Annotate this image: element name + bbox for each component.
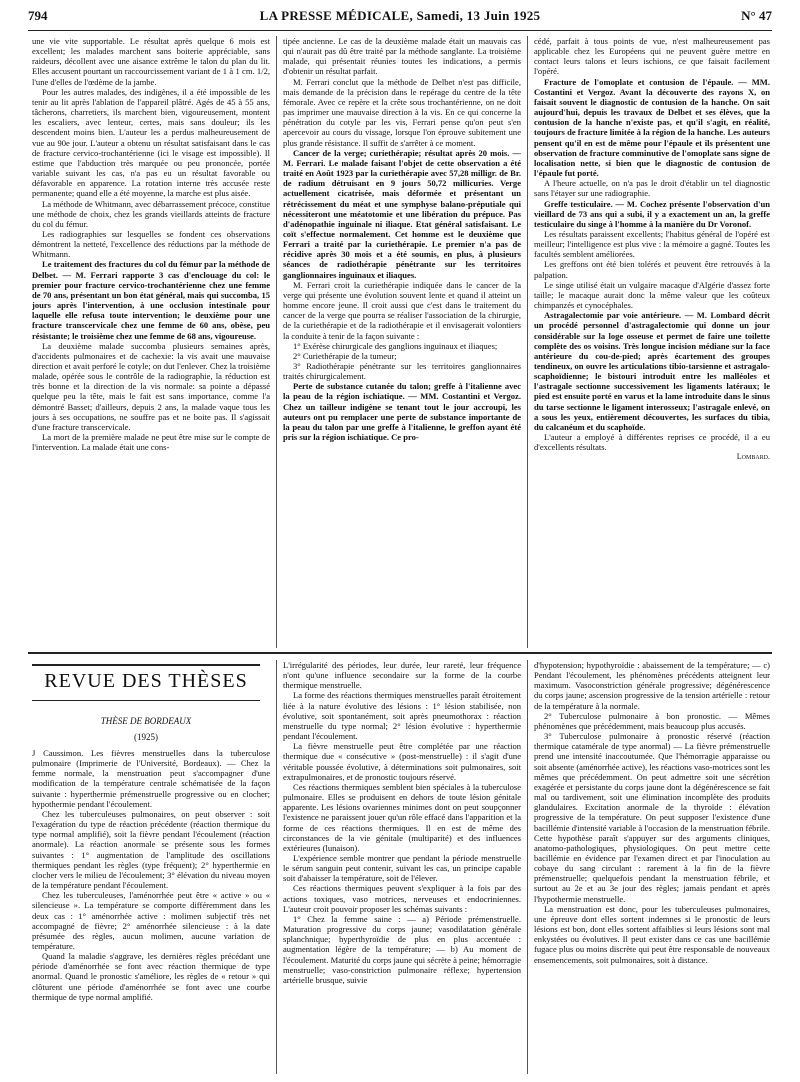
paragraph: 3° Tuberculose pulmonaire à pronostic réservé (réaction thermique catamérale de type anormal) — La fièvre prémenstruelle prend une intensité inaccoutumée. Que l'hémorragie apparaisse ou soit absente (aménorrhée active), les réactions vaso-motrices sont les mêmes que précédemment. On peut admettre soit une sécrétion exagérée et persistante du corps jaune dont la dégénérescence se fait mal ou tardivement, soit une élimination incomplète des produits glandulaires. Excitation anormale de la thyroïde : élévation progressive de la température. On peut supposer l'existence d'une bacillémie d'intensité variable à l'occasion de la menstruation fébrile. Cette hypothèse paraît s'appuyer sur des arguments cliniques, anatomo-pathologiques, physiologiques. On peut mettre cette bacillémie en évidence par l'examen direct et par l'inoculation au cobaye du sang circulant : rarement à la fin de la fièvre prémenstruelle; quelquefois pendant la menstruation fébrile, et surtout au 2e et au 3e jour des règles; jamais pendant et après l'hypothermie menstruelle.: [534, 731, 770, 904]
running-header: [28, 6, 772, 28]
these-year: (1925): [134, 732, 158, 742]
revue-title: REVUE DES THÈSES: [44, 670, 248, 692]
paragraph: La mort de la première malade ne peut être mise sur le compte de l'intervention. La malade était une cons-: [32, 432, 270, 453]
paragraph: J Caussimon. Les fièvres menstruelles dans la tuberculose pulmonaire (Imprimerie de l'Université, Bordeaux). — Chez la femme normale, la menstruation peut s'accompagner d'une modification de la température centrale schématisée de la façon suivante : hyperthermie prémenstruelle progressive ou en clocher; hypothermie pendant l'écoulement.: [32, 748, 270, 809]
section-paragraph: Perte de substance cutanée du talon; greffe à l'italienne avec la peau de la région ischiatique. — MM. Costantini et Vergoz. Chez un tailleur indigène se tenant tout le jour accroupi, les auteurs ont pu remplacer une perte de substance importante de la peau du talon par une greffe à l'italienne, le greffon ayant été pris sur la région ischiatique. Ce pro-: [283, 381, 521, 443]
column-divider: [527, 36, 528, 648]
paragraph: L'auteur a employé à différentes reprises ce procédé, il a eu d'excellents résultats.: [534, 432, 770, 453]
revue-column-3: [534, 660, 770, 1074]
paragraph: La deuxième malade succomba plusieurs semaines après, d'accidents pulmonaires et de cachexie: la vis avait une mauvaise direction et avait perforé le cotyle; on dut l'enlever. Chez la troisième malade, opérée sous le contrôle de la radiographie, la réduction est très bonne et la direction de la vis normale: sa pointe a dépassé quelque peu la tête, mais le fait est sans importance, comme l'a démontré Basset; d'ailleurs, depuis 2 ans, la malade vaque tous les jours à ses occupations, ne souffre pas et ne boite pas. Il s'agissait d'une fracture transcervicale.: [32, 340, 270, 432]
list-item: 2° Curiethérapie de la tumeur;: [293, 350, 397, 361]
revue-column-2: [283, 660, 521, 1074]
paragraph: A l'heure actuelle, on n'a pas le droit d'établir un tel diagnostic sans l'étayer sur une radiographie.: [534, 178, 770, 199]
section-paragraph: Astragalectomie par voie antérieure. — M. Lombard décrit un procédé personnel d'astragalectomie qui donne un jour considérable sur la loge osseuse et permet de faire une toilette complète des os voisins. Très longue incision médiane sur la face antérieure du cou-de-pied; après écartement des groupes tendineux, on ouvre les articulations tibio-tarsienne et astragalo-scaphoïdienne; le bistouri introduit entre les malléoles et l'astragale sectionne successivement les ligaments latéraux; le pied est ensuite porté en varus et la lame introduite dans le sinus du tarse sectionne le ligament interosseux; l'astragale enlevé, on a sous les yeux, entièrement découvertes, les surfaces du tibia, du calcanéum et du scaphoïde.: [534, 310, 770, 432]
paragraph: Ces réactions thermiques semblent bien spéciales à la tuberculose pulmonaire. Elles se produisent en dehors de toute lésion génitale apparente. Les lésions ovariennes minimes dont on peut soupçonner l'existence ne paraissent jouer qu'un rôle effacé dans l'apparition et la forme de ces réactions thermiques. Il en est de même des circonstances de la vie génitale (multiparité) et des influences extérieures (lunaison).: [283, 781, 521, 853]
these-heading: THÈSE DE BORDEAUX: [100, 716, 192, 726]
section-paragraph: Fracture de l'omoplate et contusion de l'épaule. — MM. Costantini et Vergoz. Avant la découverte des rayons X, on faisait souvent le diagnostic de contusion de la hanche. On sait aujourd'hui, depuis les travaux de Delbet et ses élèves, que la contusion de la hanche n'existe pas, et qu'il s'agit, en réalité, toujours de fracture limitée à la région de la hanche. Les auteurs pensent qu'il en est de même pour l'épaule et ils présentent une observation de fracture comminutive de l'omoplate sans signe de localisation nette, si bien que le diagnostic de contusion de l'épaule fut porté.: [534, 76, 770, 179]
column-divider: [527, 660, 528, 1074]
revue-title-rule-top: [32, 664, 260, 666]
paragraph: La fièvre menstruelle peut être complétée par une réaction thermique due « consécutive » (post-menstruelle) : il s'agit d'une véritable poussée évolutive, à déterminations soit pulmonaires, soit extrapulmonaires, et de pronostic toujours réservé.: [283, 741, 521, 782]
header-rule: [28, 30, 772, 31]
list-item: 1° Exérèse chirurgicale des ganglions inguinaux et iliaques;: [293, 340, 498, 351]
list-item: 3° Radiothérapie pénétrante sur les territoires ganglionnaires traités chirurgicalement.: [283, 361, 521, 382]
paragraph: Le singe utilisé était un vulgaire macaque d'Algérie d'assez forte taille; le macaque aurait donc la même valeur que les coûteux chimpanzés et cynocéphales.: [534, 279, 770, 311]
upper-column-2: [283, 36, 521, 648]
column-divider: [276, 36, 277, 648]
paragraph: La forme des réactions thermiques menstruelles paraît étroitement liée à la nature évolutive des lésions : 1° lésion stabilisée, non évolutive, soit spontanément, soit après pneumothorax : réaction menstruelle du type normal; 2° lésion évolutive : hyperthermie pendant l'écoulement.: [283, 690, 521, 742]
paragraph: Les greffons ont été bien tolérés et peuvent être retrouvés à la palpation.: [534, 259, 770, 280]
paragraph: Chez les tuberculeuses pulmonaires, on peut observer : soit l'exagération du type de réaction précédente (réaction thermique du type normal amplifié), soit la fièvre pendant l'écoulement (réaction anormale). La réaction anormale se présente sous les formes suivantes : 1° augmentation de l'amplitude des oscillations thermiques pendant les règles (type fréquent); 2° hyperthermie en clocher vers le milieu de l'écoulement; 3° élévation du niveau moyen de la température pendant l'écoulement.: [32, 808, 270, 891]
section-paragraph: Le traitement des fractures du col du fémur par la méthode de Delbet. — M. Ferrari rapporte 3 cas d'enclouage du col: le premier pour fracture cervico-trochantérienne chez une femme de 70 ans, présentant un bon état général, mais qui succomba, 15 jours après l'intervention, à une occlusion intestinale pour laquelle elle refusa toute intervention; le deuxième pour une fracture transcervicale chez une femme de 60 ans, obèse, peu résistante; le troisième chez une femme de 68 ans, vigoureuse.: [32, 259, 270, 341]
paragraph: M. Ferrari croit la curiethérapie indiquée dans le cancer de la verge qui présente une évolution souvent lente et quand il atteint un homme encore jeune. Il croit aussi que c'est dans le traitement du cancer de la verge que pourra se réaliser l'association de la chirurgie, de la curiethérapie et de la radiothérapie et il envisagerait volontiers la conduite à tenir de la façon suivante :: [283, 279, 521, 341]
paragraph: La menstruation est donc, pour les tuberculeuses pulmonaires, une épreuve dont elles sortent indemnes si le pronostic de leurs lésions est bon, dont elles sortent affaiblies si leurs lésions sont mal enkystées ou évolutives. Il peut exister dans ce cas une bacillémie fugace plus ou moins discrète qui peut être responsable de nouveaux ensemencements, soit pulmonaires, soit à distance.: [534, 903, 770, 965]
paragraph: M. Ferrari conclut que la méthode de Delbet n'est pas difficile, mais demande de la précision dans le repérage du centre de la tête fémorale. Avec ce repère et la crête sous trochantérienne, on ne doit pas imprimer une mauvaise direction à la vis. En ce qui concerne la pénétration du cotyle par les vis, Ferrari pense qu'on peut s'en apercevoir au cours du vissage, lorsque l'on éprouve subitement une plus grande résistance. Il suffit de s'arrêter à ce moment.: [283, 76, 521, 148]
paragraph: une vie vite supportable. Le résultat après quelque 6 mois est excellent; les malades marchent sans boiterie appréciable, sans raideurs, décollent avec une aisance extrême le talon du plan du lit. Elles accusent pourtant un raccourcissement variant de 1 à 1 cm. 1/2, l'une d'elles de l'œdème de la jambe.: [32, 36, 270, 87]
upper-column-1: [32, 36, 270, 648]
revue-column-1: [32, 748, 270, 1074]
paragraph: Ces réactions thermiques peuvent s'expliquer à la fois par des actions toxiques, vaso motrices, nerveuses et endocriniennes. L'auteur croit pouvoir proposer les schémas suivants :: [283, 883, 521, 914]
paragraph: cédé, parfait à tous points de vue, n'est malheureusement pas applicable chez les Européens qui ne peuvent guère mettre en contact leurs talons et leurs ischions, ce que faisait facilement l'opéré.: [534, 36, 770, 77]
section-paragraph: Greffe testiculaire. — M. Cochez présente l'observation d'un vieillard de 73 ans qui a subi, il y a exactement un an, la greffe testiculaire du singe à l'homme à la manière du Dr Voronof.: [534, 198, 770, 229]
paragraph: d'hypotension; hypothyroïdie : abaissement de la température; — c) Pendant l'écoulement, les phénomènes précédents atteignent leur maximum. Vasoconstriction générale progressive; dégénérescence du corps jaune; ascension progressive de la tension artérielle : retour de la température à la normale.: [534, 660, 770, 711]
section-paragraph: Cancer de la verge; curiethérapie; résultat après 20 mois. — M. Ferrari. Le malade faisant l'objet de cette observation a été traité en Août 1923 par la curiethérapie avec 57,28 milligr. de Br. de radium détruisant en 9 jours 50,72 millicuries. Verge actuellement cicatrisée, mais déformée et présentant un rétrécissement du méat et une symphyse balano-préputiale qui nécessiteront une méatotomie et une libération du prépuce. Pas d'adénopathie inguinale ni iliaque. Etat général satisfaisant. Le coït s'effectue normalement. Cet homme est le deuxième que Ferrari a traité par la curiethérapie. Le premier n'a pas de récidive après 30 mois et a été soumis, en plus, à plusieurs séances de radiothérapie pénétrante sur les territoires ganglionnaires inguinaux et iliaques.: [283, 147, 521, 280]
issue-number: N° 47: [741, 8, 772, 23]
paragraph: 1° Chez la femme saine : — a) Période prémenstruelle. Maturation progressive du corps jaune; vasodilatation générale splanchnique; hyperthyroïdie de plus en plus accentuée : augmentation légère de la température; — b) Au moment de l'écoulement. Maturité du corps jaune qui sécrète à peine; hémorragie menstruelle; vaso-constriction pulmonaire réflexe; hypertension artérielle brusque, suivie: [283, 913, 521, 985]
paragraph: Pour les autres malades, des indigènes, il a été impossible de les tenir au lit après l'ablation de l'appareil plâtré. Agés de 45 à 55 ans, tâcherons, charretiers, ils marchent bien, vigoureusement, montent les escaliers, avec lenteur, certes, mais sans douleur; ils les descendent moins bien. L'auteur les a perdus malheureusement de vue au 90e jour. L'auteur a obtenu un résultat satisfaisant dans le cas de fracture cervico-trochantérienne (ici le visage est impossible). Il estime que l'abduction très marquée ou peu prononcée, portée variable suivant les cas, n'a pas eu un résultat favorable ou défavorable en apparence. La rotation interne très accusée reste permanente; quand elle a été moyenne, la marche est plus aisée.: [32, 86, 270, 199]
upper-column-3: [534, 36, 770, 648]
page-number: 794: [28, 8, 48, 23]
author-signature: Lombard.: [736, 452, 770, 462]
paragraph: Chez les tuberculeuses, l'aménorrhée peut être « active » ou « silencieuse ». La température se comporte différemment dans les deux cas : 1° aménorrhée active : molimen subjectif très net accompagné de fièvre; 2° aménorrhée silencieuse : à la date présumée des règles, aucun molimen, aucune variation de température.: [32, 890, 270, 951]
section-rule: [28, 652, 772, 654]
paragraph: L'expérience semble montrer que pendant la période menstruelle le sérum sanguin peut contenir, suivant les cas, un principe capable soit d'abaisser la température, soit de l'élever.: [283, 852, 521, 884]
paragraph: Les radiographies sur lesquelles se fondent ces observations démontrent la netteté, l'excellence des réductions par la méthode de Whitmann.: [32, 228, 270, 260]
column-divider: [276, 660, 277, 1074]
paragraph: tipée ancienne. Le cas de la deuxième malade était un mauvais cas qui n'aurait pas dû être traité par la méthode sanglante. La troisième malade, qui présentait réunies toutes les indications, a permis d'obtenir un résultat parfait.: [283, 36, 521, 77]
paragraph: Les résultats paraissent excellents; l'habitus général de l'opéré est meilleur; l'intelligence est plus vive : la mémoire a gagné. Toutes les facultés semblent améliorées.: [534, 228, 770, 260]
paragraph: Quand la maladie s'aggrave, les dernières règles précédant une période d'aménorrhée se font avec réaction thermique de type anormal. Quand le pronostic s'améliore, les règles de « retour » qui clôturent une période d'aménorrhée se font avec une courbe thermique de type normal amplifié.: [32, 951, 270, 1002]
paragraph: L'irrégularité des périodes, leur durée, leur rareté, leur fréquence n'ont qu'une influence secondaire sur la forme de la courbe thermique menstruelle.: [283, 660, 521, 691]
journal-title: LA PRESSE MÉDICALE, Samedi, 13 Juin 1925: [259, 8, 541, 23]
revue-title-rule-bottom: [32, 700, 260, 701]
paragraph: 2° Tuberculose pulmonaire à bon pronostic. — Mêmes phénomènes que précédemment, mais beaucoup plus accusés.: [534, 710, 770, 731]
paragraph: La méthode de Whitmann, avec débarrassement précoce, constitue une méthode de choix, chez les grands vieillards atteints de fracture du col du fémur.: [32, 198, 270, 229]
